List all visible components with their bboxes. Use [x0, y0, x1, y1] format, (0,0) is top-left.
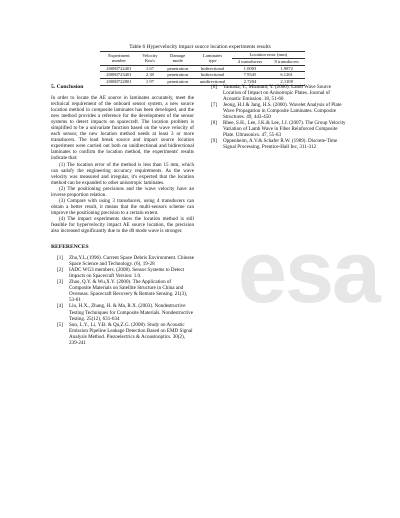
header-text: Km/s	[144, 58, 155, 64]
table-header-row	[100, 52, 305, 59]
table-caption: Table 6 Hypervelocity impact source location experiments results	[129, 44, 271, 50]
cell-error-8: 1.9872	[268, 65, 305, 72]
cell-error-8: 2.1108	[268, 79, 305, 86]
cell-velocity: 1.97	[138, 79, 162, 86]
reference-text: Rhee, S.H., Lee, J.K.& Lee, J.J. (2007). The Group Velocity Variation of Lamb Wave in Fiber Reinforced Composite Plate. Ultrasonics. 47, 55-63	[223, 120, 346, 139]
header-text: mode	[172, 58, 183, 64]
header-text: number	[111, 58, 126, 64]
cell-laminates: unidirectional	[193, 79, 231, 86]
reference-text: Sun, L.Y., Li, Y.B. & Qu,Z.G. (2008). Study on Acoustic Emission Pipeline Leakage Detection Based on EMD Signal Analysis Method. Piezoelectrics & Acoustooptics. 30(2), 239-241	[69, 321, 193, 346]
reference-text: Yamada, Y., Mizutani, Y. (2000). Lamb Wave Source Location of Impact on Anisotropic Plates. Journal of Acoustic Emission. 18, 51-60	[223, 84, 332, 103]
reference-item	[205, 138, 347, 150]
reference-item	[205, 120, 347, 138]
reference-text: Jeong, H.J.& Jang, H.S. (2000). Wavelet Analysis of Plate Wave Propagation in Composite Laminates. Composite Structures. 49, 443-450	[223, 102, 342, 121]
reference-item	[51, 255, 194, 267]
cell-damage: penetration	[162, 72, 194, 79]
reference-number: [7]	[211, 102, 217, 109]
cell-velocity: 1.67	[138, 65, 162, 72]
cell-damage: penetration	[162, 79, 194, 86]
header-8-transducers: 8 transducers	[268, 58, 305, 65]
cell-experiment: 20080723401	[100, 72, 138, 79]
reference-item	[205, 102, 347, 120]
cell-laminates: bidirectional	[193, 72, 231, 79]
header-4-transducers: 4 transducers	[232, 58, 269, 65]
esa-watermark: esa	[238, 222, 379, 321]
header-text: Experiment	[108, 52, 130, 58]
cell-error-4: 1.0003	[232, 65, 269, 72]
reference-number: [5]	[57, 321, 63, 328]
reference-text: Zhao, Q.Y. & Wu,X.Y. (2000). The Application of Composite Materials on Satellite Structure in China and Overseas. Spacecraft Recovery & Remote Sensing. 21(3), 53-61	[69, 279, 188, 304]
conclusion-point-2: (2) The positioning precisions and the wave velocity have an inverse proportion relation.	[51, 185, 194, 198]
cell-damage: penetration	[162, 65, 194, 72]
reference-list-left	[51, 255, 194, 346]
cell-experiment: 20080722401	[100, 65, 138, 72]
reference-number: [4]	[57, 303, 63, 310]
cell-velocity: 2.30	[138, 72, 162, 79]
conclusion-point-4: (4) The impact experiments show the location method is still feasible for hypervelocity impact AE source location, the precision also increased significantly due to the d0 mode wave is stronger.	[51, 215, 194, 235]
cell-laminates: bidirectional	[193, 65, 231, 72]
reference-text: Liu, H.X., Zhang, H. & Ma, R.X. (2003). Nondestructive Testing Techniques for Composite Materials. Nondestructive Testing. 25(12), 631-634	[69, 303, 193, 322]
reference-item	[51, 303, 194, 321]
reference-number: [8]	[211, 120, 217, 127]
reference-text: IADC WG3 members. (2008). Sensor Systems to Detect Impacts on Spacecraft Version: 1.0.	[69, 267, 185, 280]
header-velocity	[138, 52, 162, 66]
table-row	[100, 72, 305, 79]
conclusion-heading: 5. Conclusion	[51, 84, 84, 90]
left-column	[51, 84, 194, 346]
reference-number: [9]	[211, 138, 217, 145]
header-laminates-type	[193, 52, 231, 66]
table-row	[100, 65, 305, 72]
cell-error-4: 7.9345	[232, 72, 269, 79]
reference-number: [6]	[211, 84, 217, 90]
conclusion-intro: In order to locate the AE source in laminates accurately, meet the technical requirement of the onboard sensor system, a new source location method in composite laminates has been developed, and the new method provides a reference for the development of the sensor systems to detect impacts on spacecraft. The location problem is simplified to be a univariate function based on the wave velocity of each sensor, the new location method needs at least 3 or more transducers. The lead break source and impact source location experiment were carried out both on unidirectional and bidirectional laminates to confirm the location method, the experiments' results indicate that:	[51, 95, 194, 162]
header-text: type	[208, 58, 217, 64]
header-text: Velocity	[142, 52, 158, 58]
reference-number: [1]	[57, 255, 63, 262]
header-damage-mode	[162, 52, 194, 66]
reference-item	[51, 267, 194, 279]
reference-item	[205, 84, 347, 102]
header-text: Damage	[170, 52, 186, 58]
cell-error-4: 2.7204	[232, 79, 269, 86]
reference-number: [3]	[57, 279, 63, 286]
reference-item	[51, 279, 194, 303]
header-location-error: Location error (mm)	[232, 52, 305, 59]
reference-text: Zhu,Y.L.(1996). Current Space Debris Environment. Chinese Space Science and Technology. (6), 19-28	[69, 255, 194, 268]
reference-text: Oppenheim, A.V.& Schafer R.W. (1989). Discrete-Time Signal Processing. Prentice-Hall Inc, 311-312	[223, 138, 338, 151]
right-column	[205, 84, 347, 151]
results-table	[100, 51, 305, 86]
reference-list-right	[205, 84, 347, 151]
cell-error-8: 6.1261	[268, 72, 305, 79]
reference-number: [2]	[57, 267, 63, 274]
references-heading: REFERENCES	[51, 244, 89, 251]
header-experiment-number	[100, 52, 138, 66]
reference-item	[51, 322, 194, 346]
header-text: Laminates	[202, 52, 223, 58]
conclusion-point-1: (1) The location error of the method is less than 15 mm, which can satisfy the engineering accuracy requirements. As the wave velocity was measured and irregular, it's expected that the location method can be expanded to other anisotropic laminates.	[51, 161, 194, 186]
conclusion-point-3: (3) Compare with using 3 transducers, using 4 transducers can obtain a better result, it means that the multi-sensors scheme can improve the positioning precision to a certain extent.	[51, 197, 194, 216]
cell-experiment: 20080722801	[100, 79, 138, 86]
